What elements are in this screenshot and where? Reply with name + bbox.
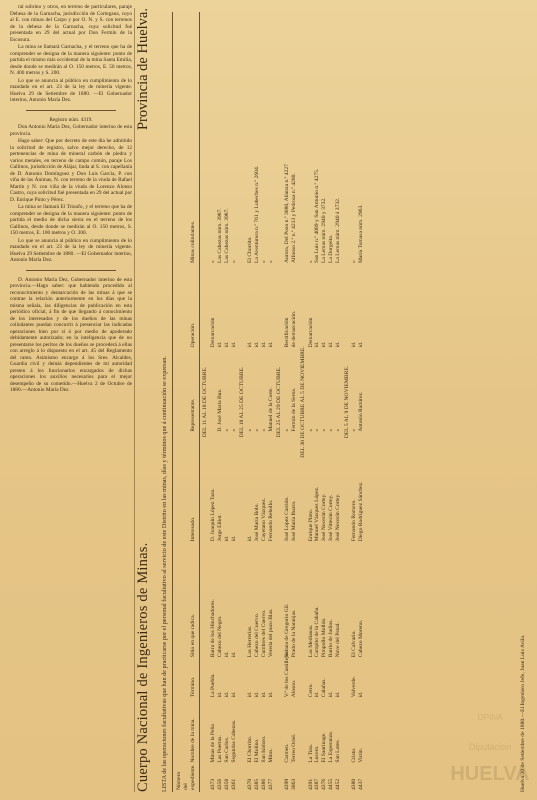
table-cell: 4361: [230, 778, 237, 790]
table-row: [254, 12, 261, 792]
table-cell: »: [327, 428, 334, 432]
table-cell: 4356: [216, 778, 223, 790]
table-cell: id.: [223, 651, 230, 658]
table-cell: id.: [267, 341, 274, 348]
table-row: [321, 12, 328, 792]
table-row: [224, 12, 231, 792]
table-cell: José Nocerán Cortey.: [321, 493, 328, 542]
table-cell: La Tina.: [307, 743, 314, 763]
table-cell: id.: [260, 341, 267, 348]
table-cell: José Lopez Carrión.: [284, 496, 291, 542]
table-cell: »: [351, 260, 358, 264]
table-cell: Rectificación: [284, 317, 291, 348]
table-cell: »: [351, 428, 358, 432]
table-row: [231, 12, 238, 792]
table-cell: Terreo Oriel.: [290, 733, 297, 763]
column-header: Minas colindantes.: [173, 12, 200, 265]
table-cell: Manuel de la Corte.: [267, 387, 274, 432]
table-cell: 4377: [267, 778, 274, 790]
table-cell: 4370: [247, 778, 254, 790]
table-cell: Segundas Cabezas.: [230, 719, 237, 763]
table-cell: Las Cabezas núm. 3987.: [216, 208, 223, 264]
province-title: Provincia de Huelva.: [135, 8, 151, 131]
table-cell: id.: [327, 691, 334, 698]
paragraph: La mina se llamará El Triunfo, y el terreno que ha de comprender se designa de la manera siguiente: punto de partida el medio de dicha sierra en el terreno de los Gallinos, desde donde se medirán al O. 150 metros, S. 150 metros, E. 100 metros y O. 300.: [10, 204, 132, 236]
table-cell: id.: [247, 535, 254, 542]
table-cell: »: [307, 260, 314, 264]
table-cell: »: [260, 428, 267, 432]
table-cell: Aurora, Del Pozo n.º 3080, Alianza n.º 4227: [284, 164, 291, 264]
column-header: Interesado.: [173, 434, 200, 544]
table-cell: Mitos.: [267, 748, 274, 763]
table-cell: San Lotes.: [334, 738, 341, 763]
table-cell: 4376: [321, 778, 328, 790]
watermark-logo: [445, 700, 535, 796]
table-cell: »: [260, 260, 267, 264]
table-row: [284, 12, 291, 792]
table-cell: id.: [216, 341, 223, 348]
table-cell: Valverde.: [351, 675, 358, 698]
table-row: [314, 12, 321, 792]
table-cell: Barra de los Hinchadores.: [210, 599, 217, 658]
rotated-content: [135, 0, 535, 800]
table-cell: 4386: [260, 778, 267, 790]
section-row: [342, 12, 352, 792]
column-header: Representante.: [173, 349, 200, 433]
table-cell: 4452: [334, 778, 341, 790]
table-cell: Pimpollo Mollón.: [321, 617, 328, 658]
table-cell: Alosno.: [290, 679, 297, 698]
table-cell: id.: [351, 341, 358, 348]
paragraph: La mina se llamará Garnacha, y el terreno que ha de comprender se designa de la manera siguiente: punto de partida el mismo más occidental de la mina Santa Emilia, desde donde se medirán al O. 150 metros, E. 50 metros, N. 400 metros y S. 200.: [10, 44, 132, 76]
table-cell: 4455: [327, 778, 334, 790]
table-cell: Manuel Vázquez López.: [314, 486, 321, 542]
table-body: [200, 12, 365, 792]
table-cell: Fernando Rebollo.: [267, 499, 274, 542]
table-cell: Antonio Ramírez.: [358, 391, 365, 432]
table-cell: 4391: [307, 778, 314, 790]
table-cell: Campito de la Cabaña.: [314, 606, 321, 658]
table-cell: Fernando Romero.: [351, 499, 358, 542]
table-row: [351, 12, 358, 792]
table-cell: Enrique Pinto.: [307, 508, 314, 542]
table-cell: La Lemas núm. 2940 y 3732.: [321, 197, 328, 264]
table-cell: Cristo.: [351, 747, 358, 763]
table-cell: »: [284, 428, 291, 432]
table-cell: id.: [216, 691, 223, 698]
section-row: [298, 12, 308, 792]
list-intro: LISTA de las operaciones facultativas que han de practicarse por el personal facultativo al servicio de este Distrito en las minas, días y términos que á continuación se expresan.: [161, 356, 168, 792]
table-cell: id.: [253, 691, 260, 698]
column-header: Sitio en que radica.: [173, 543, 200, 659]
table-cell: D. Joaquín López Tazo.: [210, 488, 217, 542]
table-cell: Cabezo del Cuervo.: [253, 612, 260, 658]
table-cell: 4385: [253, 778, 260, 790]
table-cell: id.: [267, 691, 274, 698]
table-cell: id.: [321, 341, 328, 348]
table-cell: 4437: [358, 778, 365, 790]
table-cell: Solana de Gregorio Gil.: [284, 603, 291, 658]
svg-text:OPINA: OPINA: [477, 713, 503, 722]
table-cell: San Carlos.: [223, 736, 230, 763]
table-cell: Cayetano Vázquez.: [260, 497, 267, 542]
table-cell: id.: [223, 691, 230, 698]
section-label: DEL 25 AL 29 DE OCTUBRE.: [276, 366, 283, 438]
table-cell: Carmen.: [284, 743, 291, 763]
table-cell: José Vitterán Cortey.: [327, 494, 334, 542]
table-cell: id.: [334, 341, 341, 348]
table-row: [210, 12, 217, 792]
table-cell: »: [334, 428, 341, 432]
table-cell: La Lemas núm. 2940 á 3732.: [334, 197, 341, 264]
section-row: [274, 12, 284, 792]
table-cell: El Chorrito.: [247, 236, 254, 264]
table-header-row: [173, 12, 200, 792]
table-cell: Nave del Pezal.: [334, 622, 341, 658]
table-cell: id.: [230, 691, 237, 698]
table-cell: »: [307, 428, 314, 432]
table-cell: Las Puertas.: [216, 735, 223, 763]
table-row: [261, 12, 268, 792]
table-cell: »: [230, 260, 237, 264]
table-row: [217, 12, 224, 792]
svg-text:HUELVA: HUELVA: [450, 763, 530, 785]
table-cell: 4380: [351, 778, 358, 790]
table-cell: 4358: [223, 778, 230, 790]
table-cell: Cabezo del Negro.: [216, 615, 223, 658]
table-cell: id.: [230, 535, 237, 542]
table-cell: Minas de la Peña: [210, 724, 217, 763]
table-cell: Las Medianas.: [307, 624, 314, 658]
table-cell: [210, 349, 217, 433]
page-title: Cuerpo Nacional de Ingenieros de Minas.: [135, 542, 151, 792]
table-row: [358, 12, 365, 792]
section-row: [237, 12, 247, 792]
divider: [26, 270, 116, 271]
table-cell: D. José María Buz.: [216, 388, 223, 432]
table-cell: Cumbres del Cuervo.: [260, 609, 267, 658]
left-column: [10, 4, 132, 794]
registro-heading: Registro núm. 4319.: [49, 116, 93, 123]
table-cell: Diego Rodríguez Sánchez.: [358, 481, 365, 542]
paragraph: Lo que se anuncia al público en cumplimiento de lo mandado en el art. 23 de la ley de minería vigente. Huelva 29 Setiembre de 1880. —El Gobernador interino, Antonio María Dez.: [10, 237, 132, 263]
table-cell: San Isidoro.: [260, 735, 267, 763]
table-cell: Demarcación: [210, 317, 217, 348]
paragraph: Hago saber: Que por decreto de este día he admitido la solicitud de registro, salvo mejor derecho, de 12 pertenencias de mina de mineral carbón de piedra y varios metales, en terreno de campo común, paraje Los Gallinos, jurisdicción de Alájar, linda al S. con capellanía de D. Antonio Domínguez y Don Luis García, P. con viña de las Ánimas, N. con terreno de la viuda de Rafael Martín y N. con viña de la viuda de Lorenzo Alonso Castro, cuya solicitud fué presentada en 29 del actual por D. Enrique Pinto y Pérez.: [10, 138, 132, 203]
table-cell: »: [253, 428, 260, 432]
table-cell: José María Bolo.: [253, 503, 260, 542]
paragraph: D. Antonio María Dez, Gobernador interino de esta provincia.—Hago saber: que habiendo procedido al reconocimiento y demarcación de las minas á que se contrae la relación anteriormente en los días que la misma señala, las diligencias de publicación en esta periódico oficial, á fin de que llegando á conocimiento de los interesados y de los dueños de las minas colindantes puedan concurrir á presenciar las indicadas operaciones bien por sí ó por medio de apoderado debidamente autorizado; en la inteligencia que de no presentarse los peritos de los dueños se procederá á ellas con arreglo á lo dispuesto en el art. 45 del Reglamento del ramo. Asimismo encargo á los Sres. Alcaldes, Guardia civil y demás dependientes de mi autoridad presten á los funcionarios encargados de dichas operaciones los auxilios necesarios para el mejor desempeño de su cometido.—Huelva 2 de Octubre de 1880.—Antonio María Dez.: [10, 276, 132, 393]
table-cell: La Puebla.: [210, 673, 217, 698]
table-cell: id.: [223, 535, 230, 542]
table-cell: »: [230, 428, 237, 432]
table-cell: María Tomasa núm. 2963.: [358, 204, 365, 264]
paragraph: ral sobrino y otros, en terreno de particulares, paraje Dehesa de la Garnacha, jurisdicción de Cortegana, cuyo al E. con minas del Carpo y por O. N. y S. con terrenos de la dehesa de la Garnacha, cuya solicitud fué presentada en 29 del actual por Don Fermín de la Escosura.: [10, 4, 132, 43]
table-row: [291, 12, 298, 792]
section-label: DEL 5 AL 9 DE NOVIEMBRE.: [343, 365, 350, 439]
section-label: DEL 30 DE OCTUBRE AL 5 DE NOVIEMBRE.: [299, 346, 306, 458]
table-cell: »: [314, 428, 321, 432]
table-cell: Alfonso 2.º n.º 4213 y Pedrosa n.º 4280.: [290, 173, 297, 264]
table-cell: 4387: [314, 778, 321, 790]
table-row: [247, 12, 254, 792]
table-cell: id.: [260, 691, 267, 698]
table-cell: Barrio de Judíos.: [327, 619, 334, 658]
table-cell: Fermín de la Serna.: [290, 387, 297, 432]
table-cell: id.: [314, 691, 321, 698]
table-cell: 3063: [290, 778, 297, 790]
table-cell: id.: [327, 341, 334, 348]
table-cell: id.: [230, 341, 237, 348]
table-cell: »: [210, 260, 217, 264]
table-cell: id.: [223, 341, 230, 348]
paragraph: Don Antonio María Dez, Gobernador interino de esta provincia.: [10, 124, 132, 137]
column-header: Número del expediente.: [173, 765, 200, 792]
table-cell: V.ª de los Castillejos: [284, 651, 291, 698]
divider: [26, 110, 116, 111]
table-cell: »: [267, 260, 274, 264]
column-header: Operación.: [173, 265, 200, 349]
svg-text:Diputación: Diputación: [468, 742, 512, 752]
table-cell: »: [247, 428, 254, 432]
paragraph: Lo que se anuncia al público en cumplimiento de lo mandado en el art. 23 de la ley de minería vigente. Huelva 29 de Setiembre de 1880. —El Gobernador interino, Antonio María Dez.: [10, 77, 132, 103]
table-row: [335, 12, 342, 792]
table-cell: 4399: [284, 778, 291, 790]
table-cell: id.: [358, 691, 365, 698]
table-cell: id.: [314, 341, 321, 348]
table-cell: »: [321, 428, 328, 432]
table-cell: Cerro.: [307, 683, 314, 698]
table-cell: id.: [334, 691, 341, 698]
table-cell: La Esperanza.: [327, 730, 334, 763]
table-cell: de demarcación.: [290, 310, 297, 348]
table-cell: Lucero.: [314, 745, 321, 763]
table-cell: 4373: [210, 778, 217, 790]
table-cell: El Saurinage.: [321, 732, 328, 763]
column-header: Nombre de la mina.: [173, 699, 200, 764]
table-cell: Cabezo Moreno.: [358, 619, 365, 658]
table-cell: El Calvario.: [351, 630, 358, 658]
table-cell: San Luis n.º 4089 y San Antonio n.º 4275.: [314, 168, 321, 264]
table-cell: Las Herrerías.: [247, 625, 254, 658]
table-cell: id.: [253, 341, 260, 348]
table-row: [328, 12, 335, 792]
table-cell: La Dorgeita.: [327, 234, 334, 264]
table-cell: id.: [247, 341, 254, 348]
table-cell: id.: [358, 341, 365, 348]
table-row: [308, 12, 315, 792]
table-cell: Demarcación: [307, 317, 314, 348]
table-cell: Calañas.: [321, 678, 328, 698]
column-header: Término.: [173, 659, 200, 699]
table-cell: La Aventurera n.º 761 y Lobeches n.º 2604.: [253, 165, 260, 264]
table-cell: José Nocerán Cortey.: [334, 493, 341, 542]
table-cell: El Molino.: [253, 738, 260, 763]
section-label: DEL 11 AL 18 DE OCTUBRE.: [202, 366, 209, 438]
table-row: [268, 12, 275, 792]
table-cell: Virrin.: [358, 747, 365, 763]
section-label: DEL 18 AL 25 DE OCTUBRE.: [239, 366, 246, 438]
rotated-panel: [135, 0, 535, 800]
table-cell: José María Ibarra.: [290, 500, 297, 542]
table-cell: id.: [247, 691, 254, 698]
table-cell: »: [223, 428, 230, 432]
table-cell: El Chorrito.: [247, 735, 254, 763]
signature-footer: Huelva 30 de Setiembre de 1880.—El Ingeniero Jefe, Juan Luis Avila.: [520, 634, 526, 792]
table-cell: Prado de la Naranjas.: [290, 609, 297, 658]
section-row: [200, 12, 210, 792]
table-cell: Vereda del pozo Blas.: [267, 608, 274, 658]
table-cell: id.: [230, 651, 237, 658]
operations-table: [172, 12, 365, 792]
table-cell: Las Cabezas núm. 3987.: [223, 208, 230, 264]
table-cell: Jorge Elliot.: [216, 514, 223, 542]
